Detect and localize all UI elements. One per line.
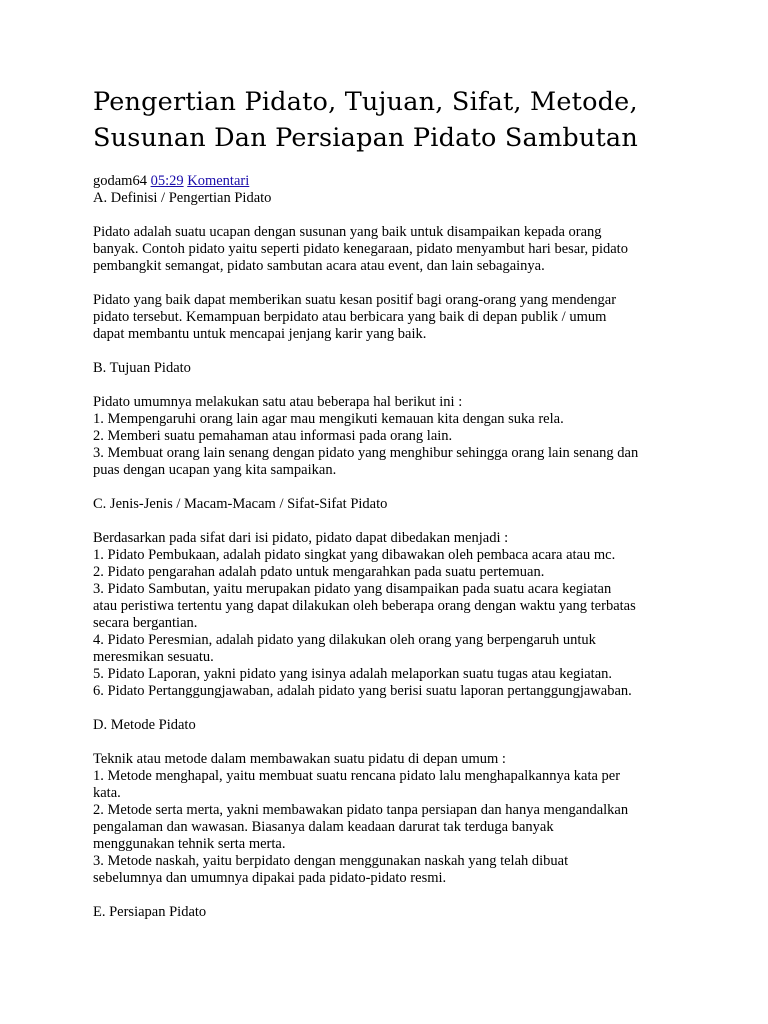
text-line: Berdasarkan pada sifat dari isi pidato, pidato dapat dibedakan menjadi : [93,530,509,546]
text-line: 6. Pidato Pertanggungjawaban, adalah pidato yang berisi suatu laporan pertanggungjawaban. [93,683,632,699]
text-line: puas dengan ucapan yang kita sampaikan. [93,462,337,478]
text-line: sebelumnya dan umumnya dipakai pada pidato-pidato resmi. [93,870,447,886]
text-line: 2. Metode serta merta, yakni membawakan pidato tanpa persiapan dan hanya mengandalkan [93,802,629,818]
text-line: Pidato umumnya melakukan satu atau beberapa hal berikut ini : [93,394,463,410]
article-title-line-1: Pengertian Pidato, Tujuan, Sifat, Metode, [93,87,638,117]
text-line: B. Tujuan Pidato [93,360,191,376]
article-title-line-2: Susunan Dan Persiapan Pidato Sambutan [93,123,638,153]
text-line: Pidato yang baik dapat memberikan suatu kesan positif bagi orang-orang yang mendengar [93,292,617,308]
text-line: dapat membantu untuk mencapai jenjang karir yang baik. [93,326,427,342]
paragraph-gap [93,887,693,904]
text-line: 2. Pidato pengarahan adalah pdato untuk mengarahkan pada suatu pertemuan. [93,564,545,580]
text-line: 5. Pidato Laporan, yakni pidato yang isinya adalah melaporkan suatu tugas atau kegiatan. [93,666,613,682]
text-line: meresmikan sesuatu. [93,649,214,665]
text-line: 3. Membuat orang lain senang dengan pidato yang menghibur sehingga orang lain senang dan [93,445,639,461]
text-line: 1. Mempengaruhi orang lain agar mau mengikuti kemauan kita dengan suka rela. [93,411,564,427]
text-line: A. Definisi / Pengertian Pidato [93,190,272,206]
text-line: C. Jenis-Jenis / Macam-Macam / Sifat-Sifat Pidato [93,496,388,512]
comments-link[interactable]: Komentari [187,173,250,189]
text-line: 1. Pidato Pembukaan, adalah pidato singkat yang dibawakan oleh pembaca acara atau mc. [93,547,616,563]
text-line: 3. Pidato Sambutan, yaitu merupakan pidato yang disampaikan pada suatu acara kegiatan [93,581,612,597]
paragraph-gap [93,513,693,530]
text-line: secara bergantian. [93,615,198,631]
author-name: godam64 [93,173,147,189]
paragraph-gap [93,700,693,717]
document-page [93,84,693,921]
paragraph-gap [93,377,693,394]
paragraph-gap [93,275,693,292]
text-line: 4. Pidato Peresmian, adalah pidato yang dilakukan oleh orang yang berpengaruh untuk [93,632,596,648]
article-body [93,190,693,921]
paragraph-gap [93,343,693,360]
text-line: menggunakan tehnik serta merta. [93,836,286,852]
text-line: Pidato adalah suatu ucapan dengan susunan yang baik untuk disampaikan kepada orang [93,224,602,240]
paragraph-gap [93,734,693,751]
text-line: Teknik atau metode dalam membawakan suatu pidatu di depan umum : [93,751,506,767]
text-line: atau peristiwa tertentu yang dapat dilakukan oleh beberapa orang dengan waktu yang terbatas [93,598,636,614]
text-line: pidato tersebut. Kemampuan berpidato atau berbicara yang baik di depan publik / umum [93,309,607,325]
article-meta [93,173,693,190]
text-line: 1. Metode menghapal, yaitu membuat suatu rencana pidato lalu menghapalkannya kata per [93,768,621,784]
paragraph-gap [93,207,693,224]
text-line: pengalaman dan wawasan. Biasanya dalam keadaan darurat tak terduga banyak [93,819,554,835]
text-line: 3. Metode naskah, yaitu berpidato dengan menggunakan naskah yang telah dibuat [93,853,569,869]
paragraph-gap [93,479,693,496]
text-line: D. Metode Pidato [93,717,196,733]
text-line: banyak. Contoh pidato yaitu seperti pidato kenegaraan, pidato menyambut hari besar, pidato [93,241,628,257]
text-line: kata. [93,785,121,801]
text-line: pembangkit semangat, pidato sambutan acara atau event, dan lain sebagainya. [93,258,545,274]
article-title [93,84,693,156]
text-line: 2. Memberi suatu pemahaman atau informasi pada orang lain. [93,428,453,444]
text-line: E. Persiapan Pidato [93,904,207,920]
post-time-link[interactable]: 05:29 [150,173,184,189]
